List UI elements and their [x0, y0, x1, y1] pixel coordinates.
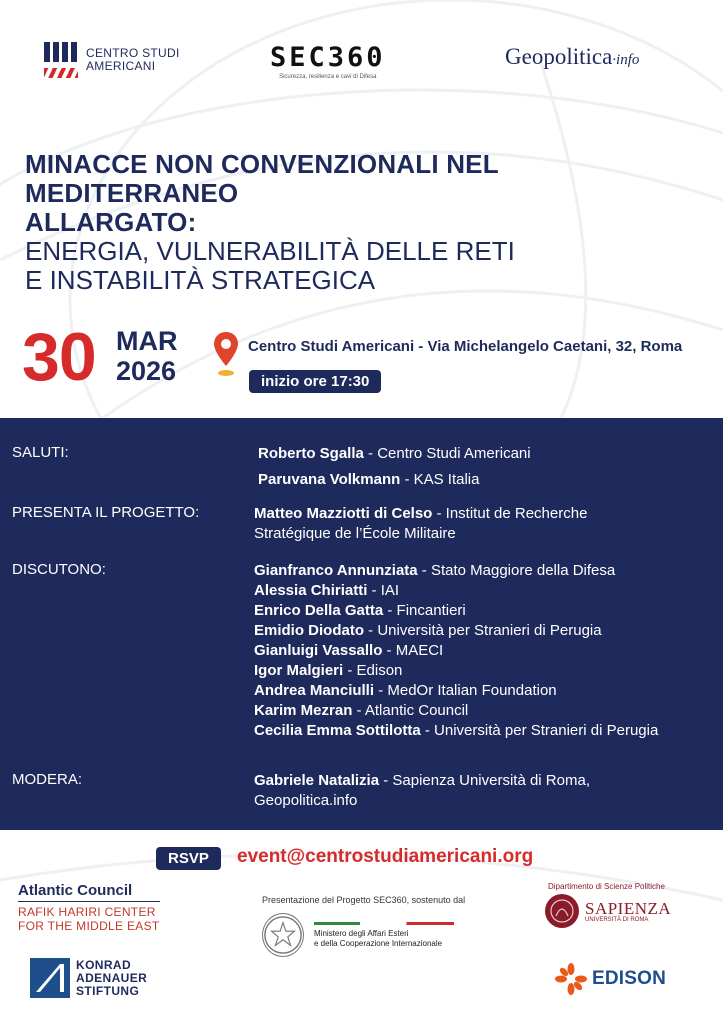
speaker-entry: [254, 561, 664, 581]
centro-studi-americani-logo: [44, 42, 180, 78]
csa-name-line2: AMERICANI: [86, 59, 156, 73]
mae-line2: e della Cooperazione Internazionale: [314, 938, 443, 948]
program-panel: [0, 418, 723, 830]
location-pin-icon: [212, 330, 240, 378]
kas-line3: STIFTUNG: [76, 983, 140, 998]
geopolitica-info-logo: [505, 44, 639, 70]
speaker-role: - Atlantic Council: [352, 702, 469, 719]
csa-name-line1: CENTRO STUDI: [86, 46, 180, 60]
edison-logo: [554, 962, 666, 996]
speaker-name: Cecilia Emma Sottilotta: [254, 722, 421, 739]
speaker-name: Karim Mezran: [254, 702, 353, 719]
speaker-entry: [254, 681, 664, 701]
speaker-entry: [258, 444, 678, 464]
speaker-name: Paruvana Volkmann: [258, 471, 401, 488]
kas-line2: ADENAUER: [76, 970, 148, 985]
speaker-name: Emidio Diodato: [254, 622, 364, 639]
sapienza-logo: [545, 894, 671, 928]
speaker-name: Andrea Manciulli: [254, 682, 375, 699]
speaker-entry: [254, 581, 664, 601]
sapienza-department: Dipartimento di Scienze Politiche: [548, 882, 665, 891]
konrad-adenauer-stiftung-logo: [30, 958, 147, 998]
kas-mark-icon: [30, 958, 70, 998]
speaker-name: Alessia Chiriatti: [254, 582, 368, 599]
event-day: 30: [22, 319, 96, 395]
speaker-role: - Institut de Recherche Stratégique de l’École Militaire: [254, 505, 588, 542]
rsvp-email-link[interactable]: event@centrostudiamericani.org: [237, 846, 534, 867]
sec360-wordmark: SEC360: [270, 42, 386, 73]
atlantic-council-logo: [18, 882, 160, 933]
speaker-list: [254, 561, 664, 741]
speaker-name: Enrico Della Gatta: [254, 602, 384, 619]
speaker-entry: [254, 504, 654, 544]
speaker-entry: [254, 641, 664, 661]
sapienza-name: SAPIENZA: [585, 898, 672, 918]
title-line-1: MINACCE NON CONVENZIONALI NEL MEDITERRANEO: [25, 149, 499, 208]
speaker-entry: [254, 771, 654, 811]
speaker-entry: [254, 621, 664, 641]
speaker-role: - IAI: [367, 582, 400, 599]
italian-republic-emblem-icon: [262, 913, 304, 957]
speaker-name: Igor Malgieri: [254, 662, 344, 679]
speaker-role: - Fincantieri: [383, 602, 466, 619]
modera-label: MODERA:: [12, 771, 83, 788]
rsvp-badge: RSVP: [156, 847, 221, 870]
sec360-logo: [270, 42, 386, 80]
event-title: [25, 150, 715, 295]
edison-flower-icon: [554, 962, 588, 996]
speaker-role: - Università per Stranieri di Perugia: [420, 722, 659, 739]
speaker-role: - MAECI: [382, 642, 444, 659]
sapienza-seal-icon: [545, 894, 579, 928]
speaker-role: - KAS Italia: [400, 471, 480, 488]
kas-line1: KONRAD: [76, 957, 132, 972]
sec360-tagline: Sicurezza, resilienza e cavi di Difesa: [279, 74, 377, 80]
geo-main: Geopolitica: [505, 44, 613, 69]
title-line-4: E INSTABILITÀ STRATEGICA: [25, 265, 376, 295]
speaker-entry: [258, 470, 678, 490]
mae-caption: Presentazione del Progetto SEC360, sostenuto dal: [262, 895, 466, 905]
speaker-name: Gianfranco Annunziata: [254, 562, 418, 579]
mae-block: [262, 895, 492, 957]
discutono-label: DISCUTONO:: [12, 561, 106, 578]
event-year: 2026: [116, 356, 177, 386]
speaker-role: - MedOr Italian Foundation: [374, 682, 557, 699]
saluti-label: SALUTI:: [12, 444, 69, 461]
ac-sub-line2: FOR THE MIDDLE EAST: [18, 919, 160, 933]
csa-columns-icon: [44, 42, 78, 78]
speaker-name: Roberto Sgalla: [258, 445, 364, 462]
ac-sub-line1: RAFIK HARIRI CENTER: [18, 905, 156, 919]
speaker-role: - Sapienza Università di Roma, Geopolitica.info: [254, 772, 590, 809]
speaker-name: Gabriele Natalizia: [254, 772, 380, 789]
speaker-entry: [254, 701, 664, 721]
speaker-role: - Università per Stranieri di Perugia: [364, 622, 602, 639]
speaker-entry: [254, 661, 664, 681]
event-month: MAR: [116, 326, 178, 356]
title-line-2: ALLARGATO:: [25, 207, 197, 237]
title-line-3: ENERGIA, VULNERABILITÀ DELLE RETI: [25, 236, 515, 266]
edison-wordmark: EDISON: [592, 968, 667, 989]
sapienza-university: UNIVERSITÀ DI ROMA: [585, 916, 649, 923]
speaker-name: Gianluigi Vassallo: [254, 642, 383, 659]
event-location: Centro Studi Americani - Via Michelangelo Caetani, 32, Roma: [248, 338, 683, 355]
speaker-entry: [254, 721, 664, 741]
speaker-role: - Edison: [343, 662, 403, 679]
speaker-entry: [254, 601, 664, 621]
italian-flag-stripe: [314, 922, 454, 925]
geo-suffix: ·info: [612, 52, 640, 68]
mae-line1: Ministero degli Affari Esteri: [314, 928, 409, 938]
presenta-label: PRESENTA IL PROGETTO:: [12, 504, 200, 521]
speaker-name: Matteo Mazziotti di Celso: [254, 505, 433, 522]
speaker-role: - Centro Studi Americani: [363, 445, 531, 462]
speaker-role: - Stato Maggiore della Difesa: [417, 562, 616, 579]
ac-title: Atlantic Council: [18, 882, 160, 902]
event-start-time: inizio ore 17:30: [249, 370, 381, 393]
